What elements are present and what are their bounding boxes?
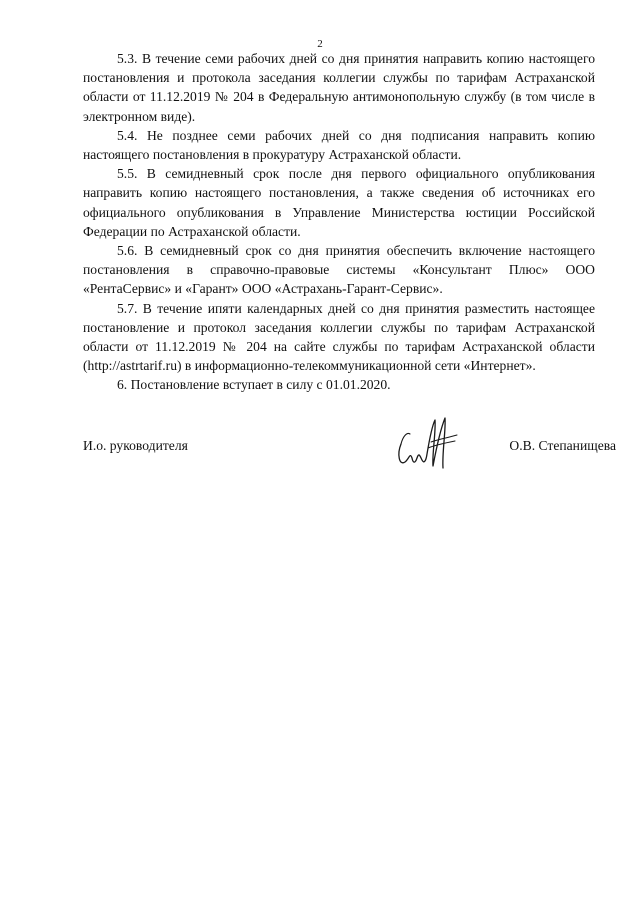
signatory-position: И.о. руководителя — [83, 438, 188, 453]
document-body — [83, 49, 595, 395]
paragraph-5-5: 5.5. В семидневный срок после дня первого официального опубликования направить копию настоящего постановления, а также сведения об источниках его официального опубликования в Управление Министерства юстиции Российской Федерации по Астраханской области. — [83, 166, 595, 239]
signatory-name: О.В. Степанищева — [509, 438, 616, 453]
paragraph-5-6: 5.6. В семидневный срок со дня принятия обеспечить включение настоящего постановления в справочно-правовые системы «Консультант Плюс» ООО «РентаСервис» и «Гарант» ООО «Астрахань-Гарант-Сервис». — [83, 243, 595, 297]
handwritten-signature — [395, 414, 461, 472]
page-number: 2 — [317, 38, 323, 50]
paragraph-5-4: 5.4. Не позднее семи рабочих дней со дня подписания направить копию настоящего постановления в прокуратуру Астраханской области. — [83, 127, 595, 163]
paragraph-6: 6. Постановление вступает в силу с 01.01.2020. — [117, 377, 391, 393]
paragraph-5-7: 5.7. В течение ипяти календарных дней со дня принятия разместить настоящее постановление и протокол заседания коллегии службы по тарифам Астраханской области от 11.12.2019 № 204 на сайте службы по тарифам Астраханской области (http://astrtarif.ru) в информационно-телекоммуникационной сети «Интернет». — [83, 300, 595, 374]
paragraph-5-3: 5.3. В течение семи рабочих дней со дня принятия направить копию настоящего постановления и протокола заседания коллегии службы по тарифам Астраханской области от 11.12.2019 № 204 в Федеральную антимонопольную службу (в том числе в электронном виде). — [83, 51, 595, 124]
signature-block — [83, 414, 616, 474]
